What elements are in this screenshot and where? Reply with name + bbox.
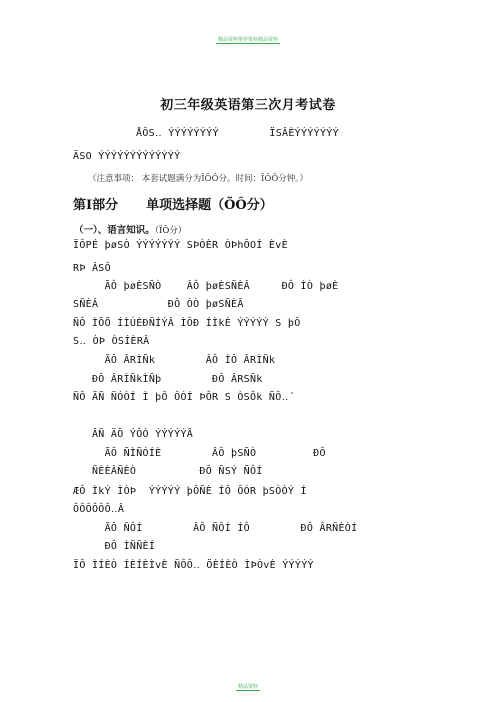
question-line: ÑÈÈÂÑÈÒ ÐÔ ÑSÝ ÑÔÍ xyxy=(73,466,263,477)
question-line: ÃÔ ÂRÌÑk ÂÔ ÍÔ ÂRÌÑk xyxy=(73,355,276,366)
footer-watermark: 精品资料 xyxy=(237,684,258,690)
question-line: RÞ ÂSÔ xyxy=(73,263,111,274)
question-line: ÏÔ ÌÍÈÒ ÍÈÍÈÌvÈ ÑÔÔ‥ ÖÈÍÈÒ ÌÞÒvÈ ÝÝÝÝÝ xyxy=(73,560,314,571)
question-line: ÏÔPÉ þøSÒ ÝÝÝÝÝÝÝ SÞÒÈR ÒÞhÔOÍ ÈvÈ xyxy=(73,240,288,251)
question-line: ÔÔÔÔÔÔ‥Â xyxy=(73,504,125,515)
exam-note: （注意事项： 本套试题满分为ÏÔÔ分。时间：ÏÔÔ分钟。） xyxy=(88,174,309,184)
question-line: ÐÔ ÌÑÑÈÍ xyxy=(73,541,156,552)
section-points: （ÏÔ分） xyxy=(154,226,187,236)
question-line: ÃÔ ÑÔÍ ÂÔ ÑÔÍ ÍÔ ÐÔ ÂRÑÈÒÍ xyxy=(73,523,358,534)
question-line: S‥ ÒÞ ÒSÍÈRÂ xyxy=(73,336,150,347)
header-watermark: 精品资料推荐资料精品资料 xyxy=(217,37,278,43)
name-line: ÅÔS‥ ÝÝÝÝÝÝÝÝ ÏSÂÈÝÝÝÝÝÝÝ xyxy=(136,128,339,139)
question-line: ÂÑ ÄÔ ÝÔÓ ÝÝÝÝÝÂ xyxy=(73,429,194,440)
question-line: ÃÔ þøÈSÑÒ ÂÔ þøÈSÑÈÂ ÐÔ ÌÒ þøÈ xyxy=(73,281,339,292)
question-line: ÐÔ ÂRÌÑkÌÑþ ÐÔ ÂRSÑk xyxy=(73,374,263,385)
section-heading xyxy=(74,222,186,236)
question-line: ÃÔ ÑÌÑÓÍÈ ÂÔ þSÑÒ ÐÔ xyxy=(73,448,326,459)
section-label: （一）、语言知识。 xyxy=(74,225,155,236)
question-line: ÑÔ ÌÕÕ ÍÌÚÈÐÑÍÝÂ ÌÔÐ ÍÌkÈ ÝÝÝÝÝ S þÔ xyxy=(73,318,301,329)
part-title: 单项选择题（ÕÔ分） xyxy=(146,198,273,213)
part-heading xyxy=(73,194,273,213)
name-line: ÄSO ÝÝÝÝÝÝÝÝÝÝÝÝÝ xyxy=(73,151,181,162)
part-label: 第Ⅰ部分 xyxy=(73,198,119,213)
page-title: 初三年级英语第三次月考试卷 xyxy=(160,98,336,113)
question-line: ÆÔ ÌkÝ ÌÒÞ ÝÝÝÝÝ þÔÑÈ ÍÔ ÔÓR þSÒÒÝ Í xyxy=(73,486,307,497)
question-line: ÑÔ ÃÑ ÑÓÒÍ Ì þÔ ÔÓÍ ÞÔR S ÒSÔk ÑÔ‥´ xyxy=(73,392,295,403)
question-line: SÑÈÂ ÐÔ ÒÒ þøSÑÈÂ xyxy=(73,299,244,310)
